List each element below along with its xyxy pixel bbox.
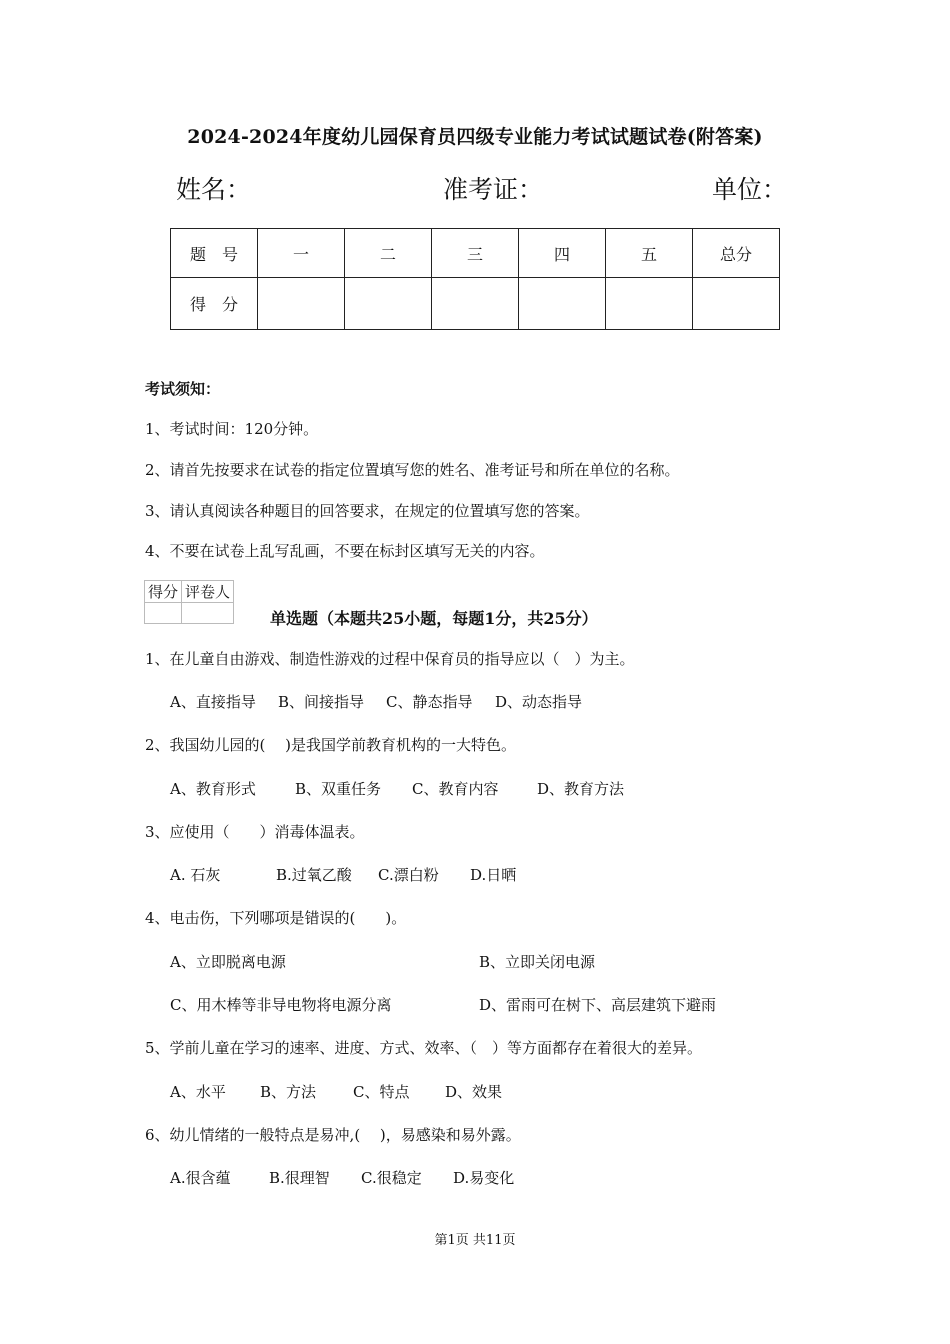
question-option: D、教育方法 <box>537 780 625 798</box>
score-cell[interactable] <box>345 278 432 330</box>
question-option: A、立即脱离电源 <box>170 953 286 971</box>
score-cell[interactable] <box>693 278 780 330</box>
question-option: B、间接指导 <box>278 693 365 711</box>
score-table-score-row <box>171 278 780 330</box>
question-option: D、雷雨可在树下、高层建筑下避雨 <box>479 996 717 1014</box>
score-table-header-row <box>171 229 780 278</box>
question-stem: 1、在儿童自由游戏、制造性游戏的过程中保育员的指导应以（ ）为主。 <box>145 650 635 668</box>
grader-box <box>144 580 234 624</box>
question-option: A、直接指导 <box>170 693 256 711</box>
question-option: B、双重任务 <box>295 780 382 798</box>
score-table-header-cell: 五 <box>606 229 693 278</box>
score-cell[interactable] <box>432 278 519 330</box>
notice-item: 1、考试时间：120分钟。 <box>145 420 319 438</box>
score-cell[interactable] <box>258 278 345 330</box>
question-option: A、教育形式 <box>170 780 256 798</box>
question-option: C、用木棒等非导电物将电源分离 <box>170 996 392 1014</box>
unit-field-label: 单位： <box>712 175 788 204</box>
question-option: A.很含蕴 <box>170 1169 231 1187</box>
name-field-label: 姓名： <box>176 175 252 204</box>
notice-item: 3、请认真阅读各种题目的回答要求，在规定的位置填写您的答案。 <box>145 502 590 520</box>
question-option: D、效果 <box>445 1083 503 1101</box>
question-option: B、方法 <box>260 1083 317 1101</box>
score-table-header-cell: 二 <box>345 229 432 278</box>
grader-entry-row <box>145 603 234 624</box>
page-title: 2024-2024年度幼儿园保育员四级专业能力考试试题试卷(附答案) <box>187 126 763 148</box>
score-cell[interactable] <box>519 278 606 330</box>
question-option: D、动态指导 <box>495 693 583 711</box>
score-table-header-label: 题 号 <box>171 229 258 278</box>
grader-score-cell[interactable] <box>145 603 182 624</box>
question-option: A、水平 <box>170 1083 226 1101</box>
grader-header-row <box>145 581 234 603</box>
question-option: A. 石灰 <box>170 866 221 884</box>
question-stem: 2、我国幼儿园的( )是我国学前教育机构的一大特色。 <box>145 736 517 754</box>
score-table-header-cell: 三 <box>432 229 519 278</box>
question-option: C、静态指导 <box>386 693 473 711</box>
grader-reviewer-cell[interactable] <box>182 603 234 624</box>
question-option: C.漂白粉 <box>378 866 439 884</box>
section-title: 单选题（本题共25小题，每题1分，共25分） <box>270 609 598 628</box>
score-table-score-label: 得 分 <box>171 278 258 330</box>
question-option: C、特点 <box>353 1083 410 1101</box>
grader-score-label: 得分 <box>145 581 182 603</box>
question-option: D.易变化 <box>453 1169 515 1187</box>
question-option: D.日晒 <box>470 866 517 884</box>
question-stem: 6、幼儿情绪的一般特点是易冲,( )，易感染和易外露。 <box>145 1126 521 1144</box>
notice-item: 4、不要在试卷上乱写乱画，不要在标封区填写无关的内容。 <box>145 542 545 560</box>
question-stem: 5、学前儿童在学习的速率、进度、方式、效率、（ ）等方面都存在着很大的差异。 <box>145 1039 703 1057</box>
score-table-header-cell: 总分 <box>693 229 780 278</box>
grader-reviewer-label: 评卷人 <box>182 581 234 603</box>
question-stem: 3、应使用（ ）消毒体温表。 <box>145 823 365 841</box>
score-table <box>170 228 780 330</box>
question-option: B.过氧乙酸 <box>276 866 352 884</box>
question-option: C、教育内容 <box>412 780 499 798</box>
notice-heading: 考试须知： <box>145 380 221 398</box>
score-cell[interactable] <box>606 278 693 330</box>
exam-id-field-label: 准考证： <box>443 175 544 204</box>
question-stem: 4、电击伤，下列哪项是错误的( )。 <box>145 909 407 927</box>
question-option: B.很理智 <box>269 1169 330 1187</box>
score-table-header-cell: 四 <box>519 229 606 278</box>
question-option: C.很稳定 <box>361 1169 422 1187</box>
score-table-header-cell: 一 <box>258 229 345 278</box>
page-footer: 第1页 共11页 <box>434 1233 516 1248</box>
question-option: B、立即关闭电源 <box>479 953 596 971</box>
notice-item: 2、请首先按要求在试卷的指定位置填写您的姓名、准考证号和所在单位的名称。 <box>145 461 680 479</box>
